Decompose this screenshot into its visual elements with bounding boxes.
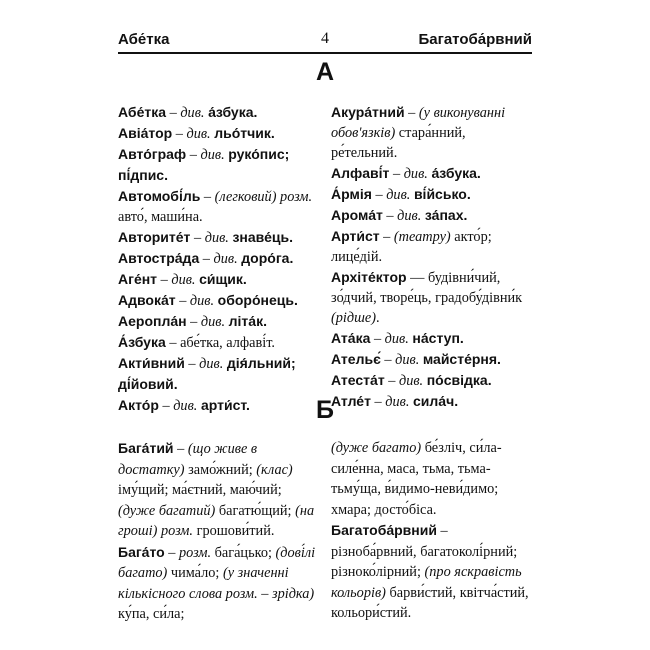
- dash: –: [158, 398, 174, 414]
- dictionary-entry: [118, 353, 326, 395]
- cross-reference: си́щик.: [199, 271, 247, 287]
- definition: різноба́рвний, багатоколі́рний; різноко́лірний;: [331, 543, 518, 580]
- definition: авто́, маши́на.: [118, 209, 203, 225]
- dash: –: [200, 189, 215, 205]
- headword: А́рмія: [331, 186, 372, 202]
- usage-label: див.: [403, 166, 428, 182]
- usage-label: див.: [199, 356, 224, 372]
- dictionary-entry: [118, 332, 326, 353]
- dash: –: [166, 105, 181, 121]
- section-letter-b: Б: [316, 396, 334, 424]
- cross-reference: а́збука.: [431, 165, 481, 181]
- headword: Акти́вний: [118, 355, 185, 371]
- running-head-right: Багатоба́рвний: [418, 31, 532, 48]
- usage-label: див.: [398, 373, 424, 389]
- cross-reference: по́свідка.: [426, 372, 492, 388]
- dictionary-entry: [331, 370, 535, 391]
- cross-reference: на́ступ.: [412, 330, 464, 346]
- page-number: 4: [321, 30, 329, 47]
- cross-reference: а́збука.: [208, 104, 258, 120]
- usage-label: див.: [384, 331, 409, 347]
- definition: абе́тка, алфаві́т.: [180, 335, 275, 351]
- cross-reference: доро́га.: [241, 250, 294, 266]
- definition: барви́стий, квітча́стий, кольори́стий.: [331, 584, 529, 621]
- headword: Авто́граф: [118, 146, 187, 162]
- cross-reference: знаве́ць.: [232, 229, 293, 245]
- cross-reference: ві́йсько.: [413, 186, 471, 202]
- headword: Аеропла́н: [118, 313, 187, 329]
- dictionary-entry: [331, 438, 535, 520]
- dash: –: [184, 356, 200, 372]
- headword: Бага́тий: [118, 440, 174, 456]
- dictionary-entry: [331, 328, 535, 349]
- usage-label: див.: [204, 230, 229, 246]
- dictionary-entry: [331, 205, 535, 226]
- dictionary-entry: [118, 186, 326, 227]
- dash: –: [370, 331, 385, 347]
- dictionary-entry: [118, 123, 326, 144]
- dictionary-entry: [118, 290, 326, 311]
- dictionary-entry: [331, 184, 535, 205]
- headword: Арти́ст: [331, 228, 380, 244]
- usage-label: (про яскравість кольорів): [331, 564, 522, 601]
- column-left: [118, 102, 326, 416]
- headword: Ата́ка: [331, 330, 371, 346]
- cross-reference: льо́тчик.: [214, 125, 275, 141]
- dictionary-entry: [118, 269, 326, 290]
- definition: акто́р; лице́дій.: [331, 229, 492, 265]
- dictionary-entry: [331, 267, 535, 328]
- dictionary-entry: [331, 349, 535, 370]
- usage-label: див.: [186, 126, 211, 142]
- cross-reference: арти́ст.: [200, 397, 250, 413]
- headword: Атеста́т: [331, 372, 385, 388]
- dash: –: [380, 352, 396, 368]
- headword: Авіа́тор: [118, 125, 173, 141]
- headword: Архіте́ктор: [331, 269, 407, 285]
- dash: –: [190, 230, 205, 246]
- section-letter-a: А: [315, 58, 335, 86]
- usage-label: див.: [189, 293, 215, 309]
- dictionary-entry: [118, 311, 326, 332]
- running-head-left: Абе́тка: [118, 31, 170, 48]
- headword: Абе́тка: [118, 104, 167, 120]
- definition: замо́жний;: [184, 461, 257, 478]
- definition: грошови́тий.: [193, 523, 275, 539]
- headword: Акура́тний: [331, 104, 405, 120]
- dash: –: [371, 187, 387, 203]
- cross-reference: за́пах.: [424, 207, 468, 223]
- dictionary-entry: [331, 163, 535, 184]
- headword: Авторите́т: [118, 229, 191, 245]
- usage-label: (у значенні кількісного слова розм. – зрідка): [118, 565, 315, 602]
- usage-label: (що живе в достатку): [118, 441, 258, 478]
- usage-label: (рідше): [331, 310, 377, 326]
- usage-label: див.: [171, 272, 196, 288]
- dictionary-entry: [331, 520, 535, 624]
- headword: Арома́т: [331, 207, 383, 223]
- usage-label: див.: [385, 394, 410, 410]
- usage-label: (у виконуванні обов'язків): [331, 105, 506, 141]
- column-right: [331, 438, 535, 624]
- dictionary-entry: [118, 542, 322, 625]
- usage-label: див.: [213, 251, 238, 267]
- cross-reference: оборо́нець.: [217, 292, 298, 308]
- dictionary-entry: [118, 144, 326, 186]
- headword: Адвока́т: [118, 292, 176, 308]
- usage-label: див.: [180, 105, 205, 121]
- definition: бе́зліч, си́ла-силе́нна, маса, тьма, тьма-тьму́ща, в́идимо-неви́димо; хмара; досто́біса.: [331, 440, 502, 518]
- headword: А́збука: [118, 334, 166, 350]
- dash: –: [175, 293, 190, 309]
- dash: –: [173, 441, 188, 457]
- dash: –: [370, 394, 386, 410]
- dash: –: [186, 147, 201, 163]
- usage-label: (легковий) розм.: [214, 189, 313, 205]
- usage-label: (клас): [256, 461, 293, 478]
- headword: Аге́нт: [118, 271, 158, 287]
- definition: бага́цько;: [211, 544, 276, 561]
- dictionary-entry: [118, 438, 322, 542]
- dash: –: [389, 166, 404, 182]
- column-right: [331, 102, 535, 412]
- headword: Автостра́да: [118, 250, 200, 266]
- cross-reference: майсте́рня.: [422, 351, 501, 367]
- usage-label: див.: [200, 147, 225, 163]
- dictionary-entry: [331, 226, 535, 267]
- dash: –: [382, 208, 398, 224]
- dictionary-entry: [118, 248, 326, 269]
- running-head: [118, 30, 532, 54]
- dash: –: [165, 335, 181, 351]
- headword: Ательє́: [331, 351, 381, 367]
- usage-label: (театру): [393, 229, 451, 245]
- dictionary-entry: [118, 102, 326, 123]
- dash: –: [172, 126, 187, 142]
- dictionary-entry: [118, 227, 326, 248]
- usage-label: див.: [395, 352, 420, 368]
- definition: іму́щий; ма́єтний, маю́чий;: [118, 482, 282, 498]
- usage-label: (дуже багатий): [118, 502, 216, 519]
- usage-label: див.: [200, 314, 226, 330]
- dash: –: [164, 544, 179, 561]
- headword: Акто́р: [118, 397, 159, 413]
- cross-reference: дія́льний; ді́йовий.: [118, 355, 296, 392]
- cross-reference: сила́ч.: [413, 393, 459, 409]
- cross-reference: літа́к.: [228, 313, 267, 329]
- dash: –: [404, 105, 419, 121]
- usage-label: (дові́лі багато): [118, 544, 316, 581]
- dash: –: [379, 229, 394, 245]
- dash: –: [199, 251, 214, 267]
- dash: –: [157, 272, 172, 288]
- headword: Атле́т: [331, 393, 371, 409]
- definition: будівни́чий, зо́дчий, творе́ць, градобу́дівни́к: [331, 270, 523, 306]
- dash: –: [186, 314, 201, 330]
- column-left: [118, 438, 322, 625]
- definition: стара́нний, ре́тельний.: [331, 125, 466, 161]
- dash: –: [384, 373, 399, 389]
- headword: Алфаві́т: [331, 165, 390, 181]
- headword: Багатоба́рвний: [331, 522, 437, 538]
- dash: —: [406, 270, 429, 286]
- cross-reference: руко́пис; пі́дпис.: [118, 146, 290, 183]
- usage-label: див.: [173, 398, 198, 414]
- usage-label: див.: [397, 208, 422, 224]
- definition: чима́ло;: [167, 565, 223, 581]
- usage-label: розм.: [179, 544, 212, 561]
- definition: .: [376, 310, 380, 326]
- usage-label: (на гроші) розм.: [118, 502, 315, 539]
- dash: –: [436, 523, 448, 539]
- definition: багатю́щий;: [215, 502, 296, 519]
- headword: Автомобі́ль: [118, 188, 201, 204]
- definition: ку́па, си́ла;: [118, 606, 185, 622]
- dictionary-entry: [331, 102, 535, 163]
- headword: Бага́то: [118, 543, 165, 560]
- usage-label: див.: [386, 187, 411, 203]
- usage-label: (дуже багато): [331, 440, 422, 456]
